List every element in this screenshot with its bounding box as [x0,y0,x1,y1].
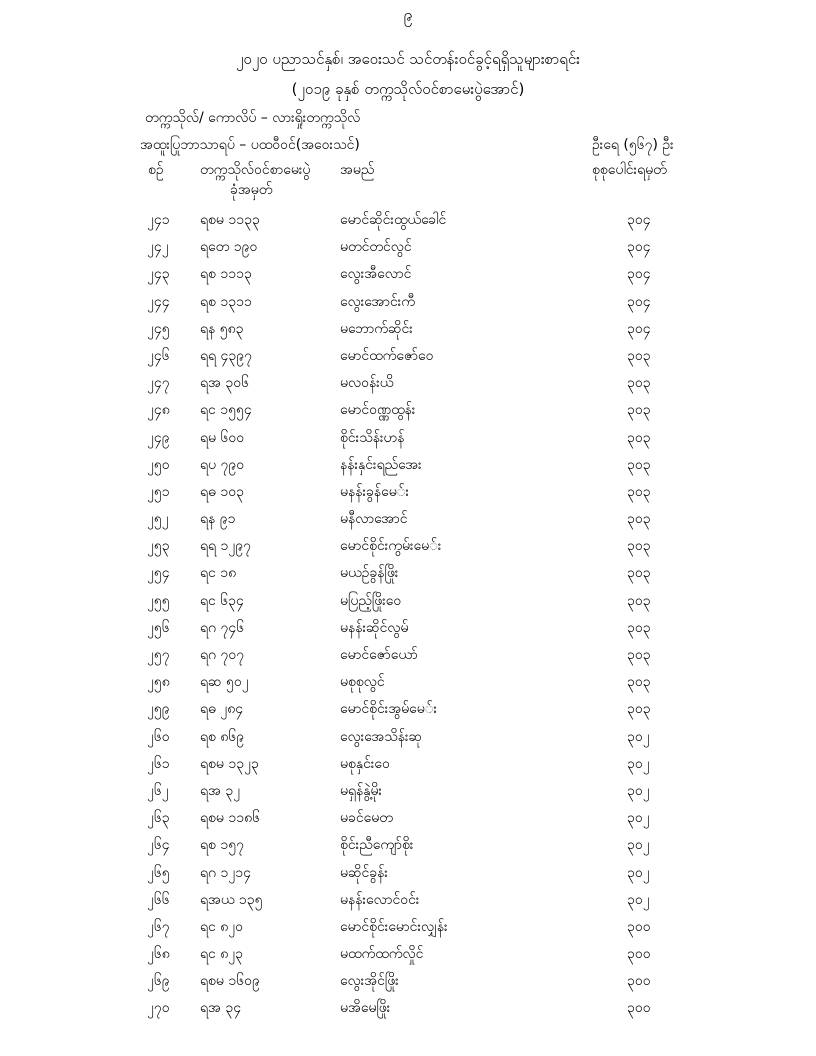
serial-cell: ၂၅၃ [147,538,170,555]
name-cell: မနန်းဆိုင်လွမ် [340,619,409,636]
serial-cell: ၂၄၄ [147,293,170,310]
name-cell: မစုစုလွင် [340,674,385,691]
student-list [0,206,816,1022]
name-cell: လွေးအောင်းကီ [340,293,415,310]
name-cell: မရှန်နွဲ့မိုး [340,782,383,799]
serial-cell: ၂၄၉ [147,429,170,446]
table-row [0,695,816,722]
marks-cell: ၃၀၀ [627,946,651,963]
marks-cell: ၃၀၃ [627,619,651,636]
marks-cell: ၃၀၃ [627,565,651,582]
name-cell: မဘောက်ဆိုင်း [340,320,413,337]
serial-cell: ၂၄၁ [147,212,170,228]
serial-cell: ၂၅၄ [147,565,170,582]
table-row [0,369,816,396]
table-row [0,831,816,858]
serial-cell: ၂၇၀ [147,1000,170,1017]
name-cell: မတင်တင်လွင် [340,239,412,256]
table-row [0,532,816,559]
name-cell: မထက်ထက်လှိုင် [340,946,424,963]
marks-cell: ၃၀၂ [627,810,650,827]
marks-cell: ၃၀၃ [627,483,651,500]
serial-cell: ၂၅၅ [147,592,170,609]
table-row [0,750,816,777]
name-cell: စိုင်းညီကျော်စိုး [340,837,414,854]
roll-number-cell: ရစမ ၁၁၃၃ [200,212,260,228]
name-cell: မနန်းခွန်မေ်း [340,483,410,500]
name-cell: မယဉ်ခွန်ဖြိုး [340,565,399,582]
roll-number-cell: ရန ၉၁ [200,511,236,528]
roll-number-cell: ရအ ၃၄ [200,1000,242,1017]
table-row [0,260,816,287]
name-cell: စိုင်းသိန်းဟန် [340,429,405,446]
roll-number-cell: ရဓ ၁၀၃ [200,483,244,500]
table-row [0,913,816,940]
marks-cell: ၃၀၃ [627,538,651,555]
marks-cell: ၃၀၂ [627,837,650,854]
name-cell: မောင်စိုင်းကွမ်းမေ်း [340,538,442,555]
marks-cell: ၃၀၂ [627,782,650,799]
roll-number-cell: ရအ ၃၂ [200,782,241,799]
marks-cell: ၃၀၃ [627,592,651,609]
marks-cell: ၃၀၃ [627,511,651,528]
list-subtitle: (၂၀၁၉ ခုနှစ် တက္ကသိုလ်ဝင်စာမေးပွဲအောင်) [291,80,525,98]
serial-cell: ၂၄၆ [147,347,170,364]
name-cell: လွေးအိုင်ဖြိုး [340,973,399,990]
name-cell: မစုနှင်းဝေ [340,755,390,772]
marks-cell: ၃၀၀ [627,973,651,990]
roll-number-cell: ရတေ ၁၉၀ [200,239,258,256]
table-row [0,478,816,505]
roll-number-cell: ရစ ၁၃၁၁ [200,293,252,310]
roll-number-cell: ရဂ ၇၄၆ [200,619,245,636]
subject-label: အထူးပြုဘာသာရပ် – ပထဝီဝင်(အဝေးသင်) [140,137,360,153]
roll-number-cell: ရစမ ၁၃၂၃ [200,755,259,772]
marks-cell: ၃၀၄ [627,293,651,310]
roll-number-cell: ရဆ ၅၀၂ [200,674,249,691]
name-cell: မောင်စိုင်းအွမ်မေ်း [340,701,438,718]
roll-number-cell: ရစ ၁၅၇ [200,837,244,854]
serial-cell: ၂၄၅ [147,320,170,337]
table-row [0,451,816,478]
header-total-marks: စုစုပေါင်းရမှတ် [592,162,667,178]
roll-number-cell: ရအ ၃၀၆ [200,375,249,392]
roll-number-cell: ရင ၁၈ [200,565,237,582]
table-row [0,804,816,831]
serial-cell: ၂၆၂ [147,782,169,799]
university-label: တက္ကသိုလ်/ ကောလိပ် – လားရှိုးတက္ကသိုလ် [145,110,361,126]
marks-cell: ၃၀၃ [627,701,651,718]
header-roll-number-line2: ခုံအမှတ် [230,182,273,198]
roll-number-cell: ရပ ၇၉၀ [200,456,245,473]
serial-cell: ၂၆၀ [147,728,170,745]
name-cell: မောင်ထက်ဇော်ဝေ [340,347,434,364]
roll-number-cell: ရစ ၈၆၉ [200,728,245,745]
table-row [0,424,816,451]
serial-cell: ၂၅၆ [147,619,170,636]
marks-cell: ၃၀၀ [627,918,651,935]
table-row [0,777,816,804]
name-cell: မလဝန်းယိ [340,375,394,392]
serial-cell: ၂၆၆ [147,891,170,908]
name-cell: မောင်ဆိုင်းထွယ်ခေါင် [340,212,447,228]
marks-cell: ၃၀၃ [627,347,651,364]
header-roll-number: တက္ကသိုလ်ဝင်စာမေးပွဲ [200,162,311,178]
serial-cell: ၂၆၉ [147,973,170,990]
table-row [0,233,816,260]
roll-number-cell: ရမ ၆၀၀ [200,429,245,446]
marks-cell: ၃၀၂ [627,864,650,881]
serial-cell: ၂၄၂ [147,239,169,256]
roll-number-cell: ရင ၈၂၃ [200,946,244,963]
serial-cell: ၂၅၉ [147,701,170,718]
header-serial: စဉ် [148,162,164,178]
name-cell: မပြည့်ဖြိုးဝေ [340,592,402,609]
serial-cell: ၂၆၈ [147,946,170,963]
table-row [0,886,816,913]
header-name: အမည် [340,162,375,178]
roll-number-cell: ရင ၆၃၄ [200,592,244,609]
list-title: ၂၀၂၀ ပညာသင်နှစ်၊ အဝေးသင် သင်တန်းဝင်ခွင့်ရရှိသူများစာရင်း [236,50,580,68]
roll-number-cell: ရအယ ၁၃၅ [200,891,263,908]
serial-cell: ၂၅၇ [147,647,170,663]
table-row [0,559,816,586]
roll-number-cell: ရန ၅၈၃ [200,320,244,337]
name-cell: မောင်ဝဏ္ဏထွန်း [340,402,416,419]
table-row [0,641,816,668]
student-count: ဦးရေ (၅၆၇) ဦး [592,137,674,153]
marks-cell: ၃၀၄ [627,266,651,283]
marks-cell: ၃၀၂ [627,891,650,908]
name-cell: မခင်မေတ [340,810,393,827]
roll-number-cell: ရဓ ၂၈၄ [200,701,244,718]
marks-cell: ၃၀၃ [627,375,651,392]
roll-number-cell: ရင ၁၅၅၄ [200,402,252,419]
table-row [0,723,816,750]
serial-cell: ၂၄၇ [147,375,170,392]
marks-cell: ၃၀၄ [627,320,651,337]
roll-number-cell: ရစမ ၁၁၈၆ [200,810,260,827]
roll-number-cell: ရရ ၄၃၉၇ [200,347,253,364]
marks-cell: ၃၀၀ [627,1000,651,1017]
name-cell: မနန်းလောင်ဝင်း [340,891,420,908]
table-row [0,994,816,1021]
marks-cell: ၃၀၃ [627,647,651,663]
table-row [0,288,816,315]
roll-number-cell: ရင ၈၂၀ [200,918,244,935]
marks-cell: ၃၀၃ [627,674,651,691]
roll-number-cell: ရစမ ၁၆၀၉ [200,973,260,990]
table-row [0,342,816,369]
name-cell: နန်းနှင်းရည်အေး [340,456,422,473]
marks-cell: ၃၀၃ [627,456,651,473]
serial-cell: ၂၆၅ [147,864,170,881]
table-row [0,505,816,532]
name-cell: မနီလာအောင် [340,511,408,528]
table-row [0,967,816,994]
serial-cell: ၂၄၃ [147,266,170,283]
serial-cell: ၂၆၃ [147,810,170,827]
serial-cell: ၂၅၁ [147,483,170,500]
name-cell: မောင်စိုင်းမောင်းလျှန်း [340,918,448,935]
table-row [0,859,816,886]
serial-cell: ၂၄၈ [147,402,170,419]
serial-cell: ၂၆၄ [147,837,170,854]
serial-cell: ၂၅၈ [147,674,170,691]
table-row [0,940,816,967]
roll-number-cell: ရစ ၁၁၁၃ [200,266,252,283]
serial-cell: ၂၆၇ [147,918,170,935]
table-row [0,668,816,695]
table-row [0,587,816,614]
serial-cell: ၂၅၂ [147,511,169,528]
roll-number-cell: ရဂ ၇၀၇ [200,647,245,663]
roll-number-cell: ရဂ ၁၂၁၄ [200,864,251,881]
page-number: ၉ [403,5,413,24]
marks-cell: ၃၀၃ [627,402,651,419]
table-row [0,206,816,233]
serial-cell: ၂၅၀ [147,456,170,473]
marks-cell: ၃၀၄ [627,239,651,256]
table-row [0,396,816,423]
name-cell: မဆိုင်ခွန်း [340,864,388,881]
name-cell: လွေးအီလောင် [340,266,412,283]
name-cell: မောင်ဇော်ယော် [340,647,418,663]
marks-cell: ၃၀၃ [627,429,651,446]
marks-cell: ၃၀၄ [627,212,651,228]
marks-cell: ၃၀၂ [627,755,650,772]
name-cell: လွေးအေသိန်းဆု [340,728,423,745]
table-row [0,614,816,641]
table-row [0,315,816,342]
name-cell: မအိမေဖြိုး [340,1000,391,1017]
serial-cell: ၂၆၁ [147,755,170,772]
marks-cell: ၃၀၂ [627,728,650,745]
roll-number-cell: ရရ ၁၂၉၇ [200,538,252,555]
